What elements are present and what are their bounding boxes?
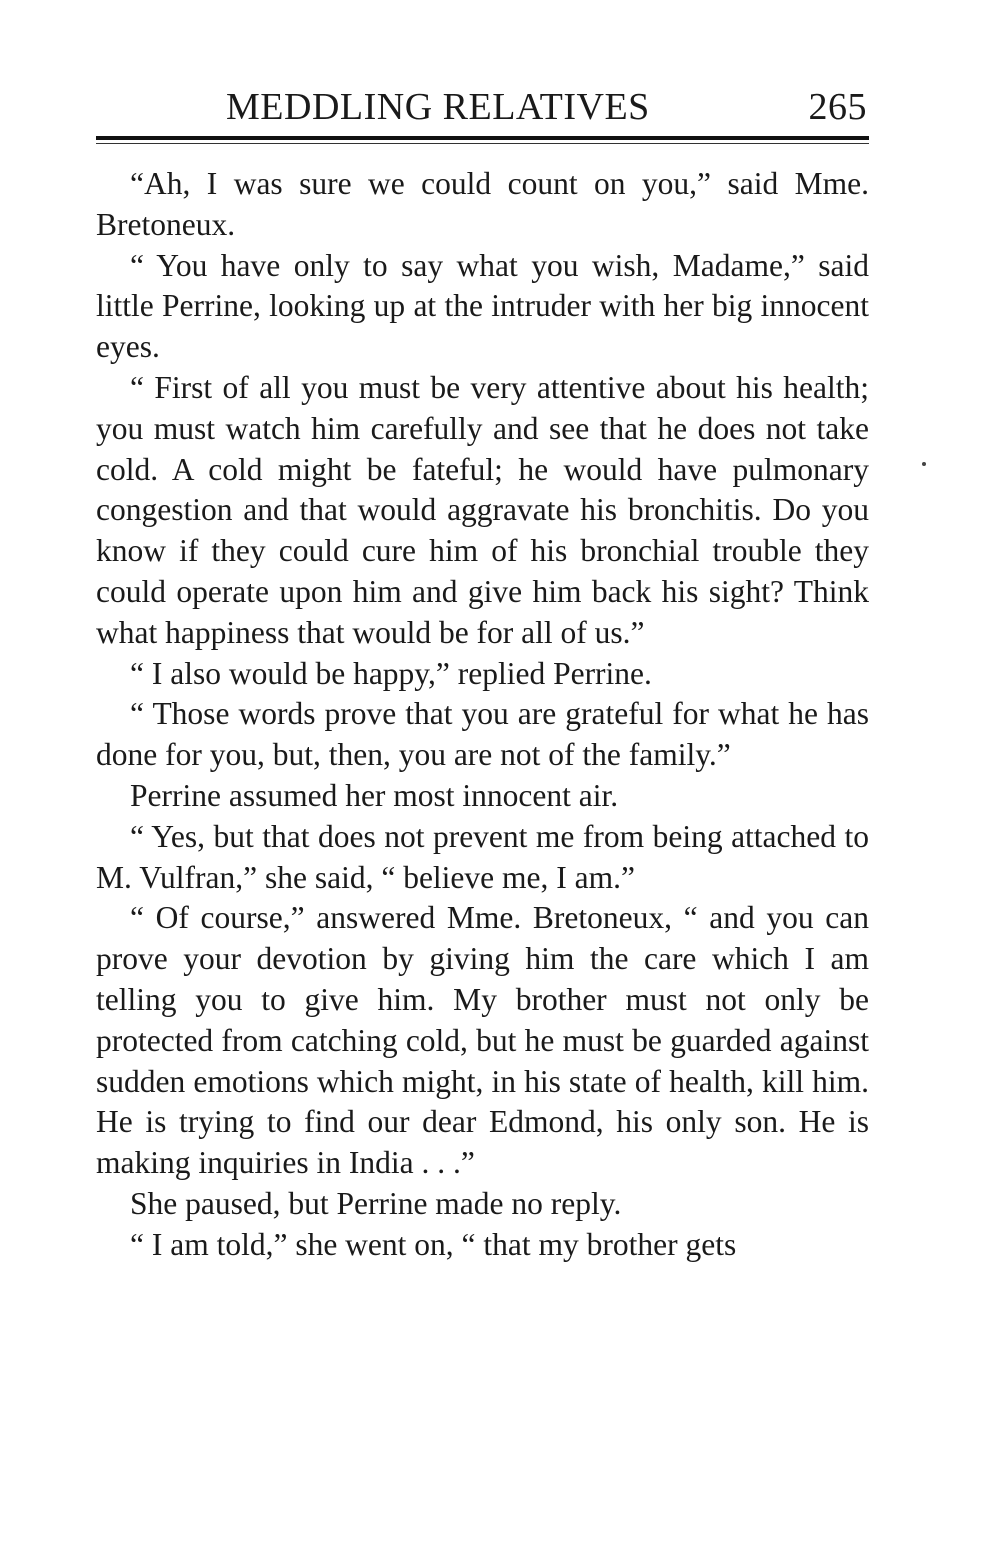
paragraph: “ I also would be happy,” replied Perrine.: [130, 655, 652, 691]
paragraph: “ Yes, but that does not prevent me from being attached to M. Vulfran,” she said, “ believe me, I am.”: [96, 818, 869, 895]
page-number: 265: [808, 86, 867, 128]
running-title: MEDDLING RELATIVES: [226, 86, 650, 128]
header-rule-thin: [96, 143, 869, 144]
paragraph: “ You have only to say what you wish, Madame,” said little Perrine, looking up at the intruder with her big innocent eyes.: [96, 247, 869, 365]
body-text: [96, 164, 869, 1266]
header-rule: [96, 136, 869, 140]
running-head: [96, 82, 869, 132]
paragraph: “ First of all you must be very attentive about his health; you must watch him carefully and see that he does not take cold. A cold might be fateful; he would have pulmonary congestion and that would aggravate his bronchitis. Do you know if they could cure him of his bronchial trouble they could operate upon him and give him back his sight? Think what happiness that would be for all of us.”: [96, 369, 869, 650]
book-page: [96, 82, 869, 1266]
ink-speck: [922, 462, 926, 466]
paragraph: She paused, but Perrine made no reply.: [130, 1185, 622, 1221]
paragraph: “ I am told,” she went on, “ that my brother gets: [130, 1226, 737, 1262]
paragraph: “ Those words prove that you are grateful for what he has done for you, but, then, you are not of the family.”: [96, 696, 869, 773]
paragraph: Perrine assumed her most innocent air.: [130, 777, 619, 813]
paragraph: “ Of course,” answered Mme. Bretoneux, “ and you can prove your devotion by giving him the care which I am telling you to give him. My brother must not only be protected from catching cold, but he must be guarded against sudden emotions which might, in his state of health, kill him. He is trying to find our dear Edmond, his only son. He is making inquiries in India . . .”: [96, 900, 869, 1181]
paragraph: “Ah, I was sure we could count on you,” said Mme. Bretoneux.: [96, 166, 869, 242]
